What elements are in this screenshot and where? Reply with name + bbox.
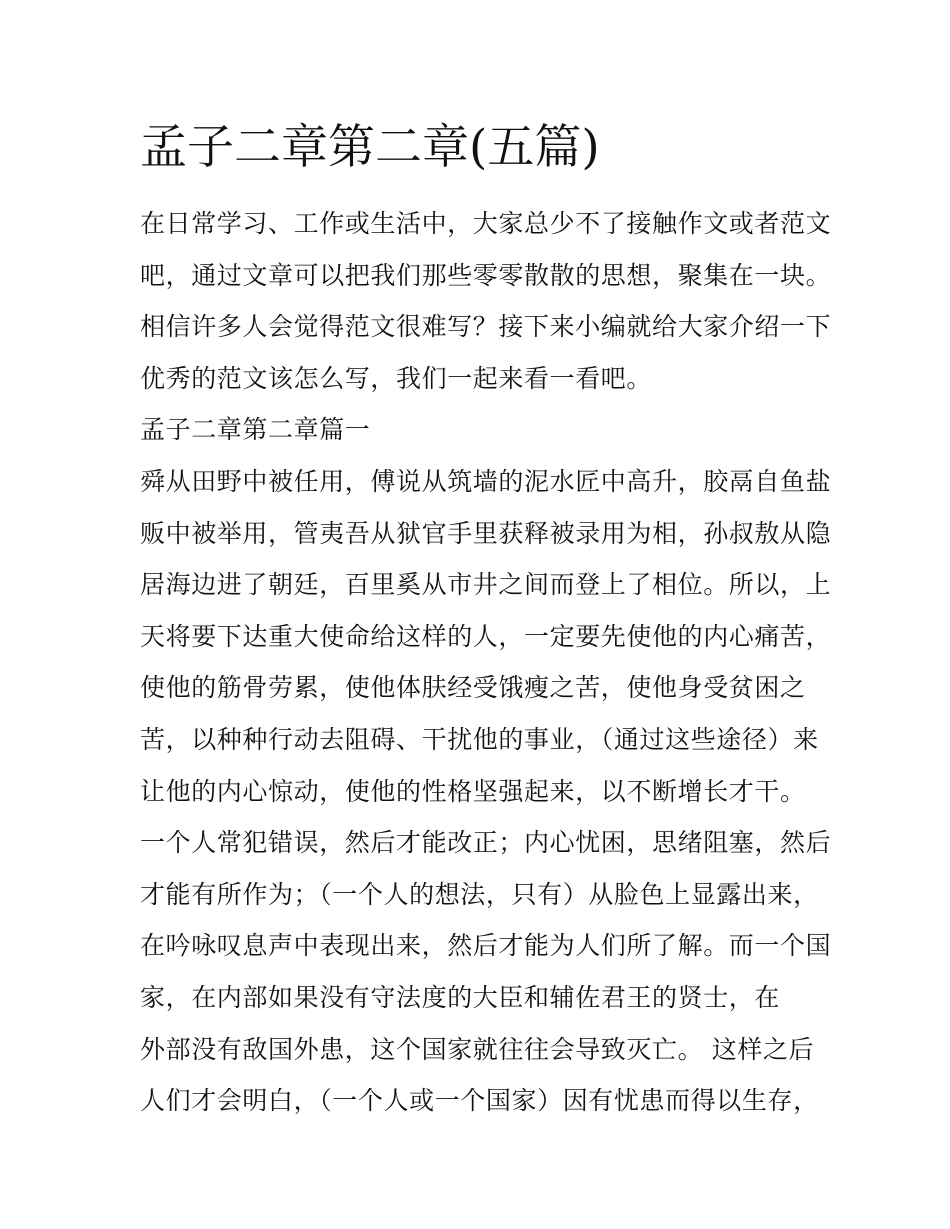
paragraph-line: 居海边进了朝廷，百里奚从市井之间而登上了相位。所以，上 — [140, 570, 832, 600]
paragraph-line: 在吟咏叹息声中表现出来，然后才能为人们所了解。而一个国 — [140, 931, 832, 961]
paragraph-line: 优秀的范文该怎么写，我们一起来看一看吧。 — [140, 363, 653, 393]
section-heading: 孟子二章第二章篇一 — [140, 415, 371, 445]
paragraph-line: 苦，以种种行动去阻碍、干扰他的事业，（通过这些途径）来 — [140, 725, 819, 754]
paragraph-line: 一个人常犯错误，然后才能改正；内心忧困，思绪阻塞，然后 — [140, 828, 832, 858]
paragraph-line: 家，在内部如果没有守法度的大臣和辅佐君王的贤士，在 — [140, 983, 781, 1012]
paragraph-line: 舜从田野中被任用，傅说从筑墙的泥水匠中高升，胶鬲自鱼盐 — [140, 467, 832, 496]
paragraph-line: 让他的内心惊动，使他的性格坚强起来，以不断增长才干。 — [140, 776, 806, 806]
paragraph-line: 外部没有敌国外患，这个国家就往往会导致灭亡。 这样之后 — [140, 1034, 815, 1064]
paragraph-line: 吧，通过文章可以把我们那些零零散散的思想，聚集在一块。 — [140, 260, 832, 290]
paragraph-line: 使他的筋骨劳累，使他体肤经受饿瘦之苦，使他身受贫困之 — [140, 673, 806, 703]
paragraph-line: 天将要下达重大使命给这样的人，一定要先使他的内心痛苦， — [140, 621, 832, 651]
paragraph-line: 相信许多人会觉得范文很难写？接下来小编就给大家介绍一下 — [140, 312, 832, 342]
document-title: 孟子二章第二章(五篇) — [140, 120, 600, 175]
paragraph-line: 才能有所作为；（一个人的想法，只有）从脸色上显露出来， — [140, 879, 819, 909]
paragraph-line: 人们才会明白，（一个人或一个国家）因有忧患而得以生存， — [140, 1086, 819, 1116]
paragraph-line: 贩中被举用，管夷吾从狱官手里获释被录用为相，孙叔敖从隐 — [140, 518, 832, 548]
paragraph-line: 在日常学习、工作或生活中，大家总少不了接触作文或者范文 — [140, 209, 832, 238]
